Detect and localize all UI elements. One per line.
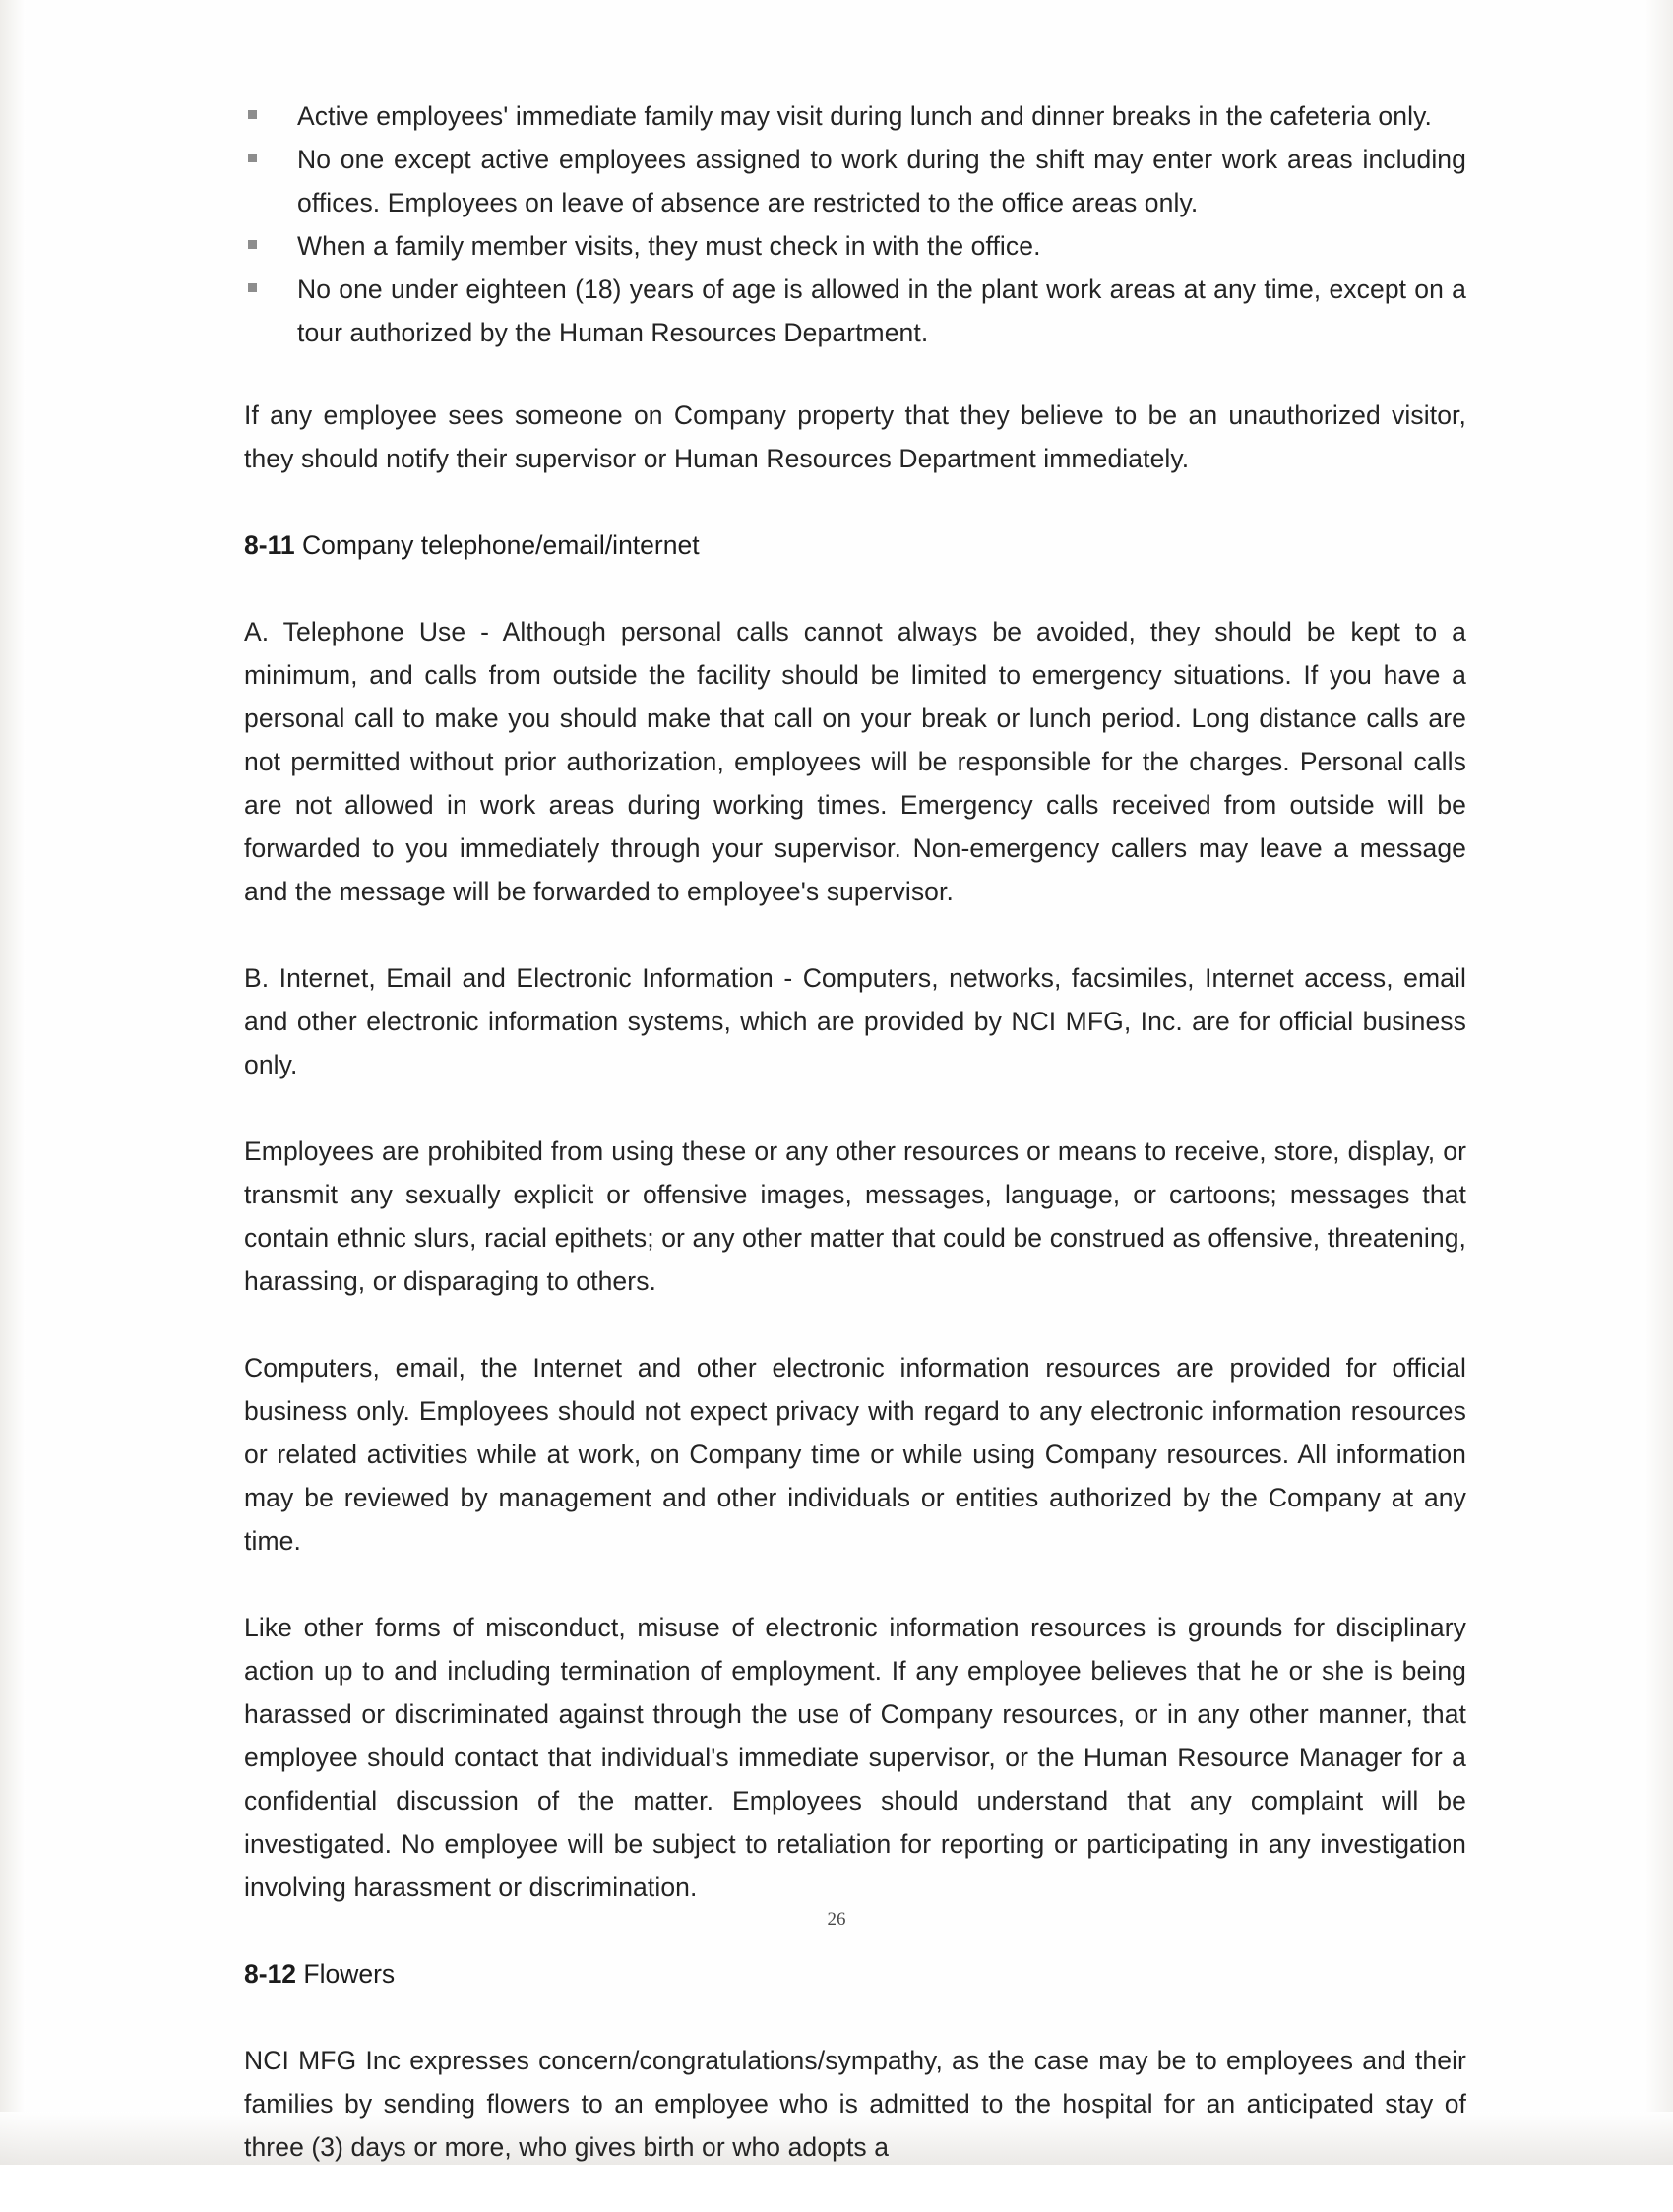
- list-item: [244, 268, 1466, 354]
- paragraph-privacy-expectations: Computers, email, the Internet and other electronic information resources are provided for official business only. Employees should not expect privacy with regard to any electronic information resources or related activities while at work, on Company time or while using Company resources. All information may be reviewed by management and other individuals or entities authorized by the Company at any time.: [244, 1353, 1466, 1556]
- section-heading-8-11: [244, 523, 1466, 567]
- section-title: Company telephone/email/internet: [294, 530, 700, 560]
- scan-edge-right: [1643, 0, 1673, 2165]
- paragraph-prohibited-uses: Employees are prohibited from using these or any other resources or means to receive, store, display, or transmit any sexually explicit or offensive images, messages, language, or cartoons; messages that contain ethnic slurs, racial epithets; or any other matter that could be construed as offensive, threatening, harassing, or disparaging to others.: [244, 1137, 1466, 1296]
- bullet-square-icon: [248, 240, 257, 249]
- visitor-rules-list: [244, 94, 1466, 354]
- list-item: [244, 224, 1466, 268]
- bullet-square-icon: [248, 283, 257, 292]
- paragraph-a-telephone-use: A. Telephone Use - Although personal calls cannot always be avoided, they should be kept to a minimum, and calls from outside the facility should be limited to emergency situations. If you have a personal call to make you should make that call on your break or lunch period. Long distance calls are not permitted without prior authorization, employees will be responsible for the charges. Personal calls are not allowed in work areas during working times. Emergency calls received from outside will be forwarded to you immediately through your supervisor. Non-emergency callers may leave a message and the message will be forwarded to employee's supervisor.: [244, 617, 1466, 906]
- list-item-text: No one under eighteen (18) years of age is allowed in the plant work areas at any time, except on a tour authorized by the Human Resources Department.: [297, 275, 1466, 347]
- paragraph-unauthorized-visitor: If any employee sees someone on Company property that they believe to be an unauthorized visitor, they should notify their supervisor or Human Resources Department immediately.: [244, 400, 1466, 473]
- section-number: 8-12: [244, 1959, 297, 1989]
- list-item: [244, 94, 1466, 138]
- bullet-square-icon: [248, 154, 257, 162]
- paragraph-b-internet-email: B. Internet, Email and Electronic Information - Computers, networks, facsimiles, Internet access, email and other electronic information systems, which are provided by NCI MFG, Inc. are for official business only.: [244, 963, 1466, 1079]
- paragraph-flowers: NCI MFG Inc expresses concern/congratulations/sympathy, as the case may be to employees and their families by sending flowers to an employee who is admitted to the hospital for an anticipated stay of three (3) days or more, who gives birth or who adopts a: [244, 2046, 1466, 2162]
- section-heading-8-12: [244, 1952, 1466, 1996]
- list-item-text: Active employees' immediate family may visit during lunch and dinner breaks in the cafeteria only.: [297, 101, 1432, 131]
- page-number: 26: [827, 1909, 846, 1930]
- paragraph-misconduct-discipline: Like other forms of misconduct, misuse of electronic information resources is grounds for disciplinary action up to and including termination of employment. If any employee believes that he or she is being harassed or discriminated against through the use of Company resources, or in any other manner, that employee should contact that individual's immediate supervisor, or the Human Resource Manager for a confidential discussion of the matter. Employees should understand that any complaint will be investigated. No employee will be subject to retaliation for reporting or participating in any investigation involving harassment or discrimination.: [244, 1613, 1466, 1902]
- section-number: 8-11: [244, 530, 295, 560]
- scan-edge-left: [0, 0, 26, 2165]
- list-item: [244, 138, 1466, 224]
- section-title: Flowers: [296, 1959, 396, 1989]
- list-item-text: No one except active employees assigned to work during the shift may enter work areas including offices. Employees on leave of absence are restricted to the office areas only.: [297, 145, 1466, 217]
- bullet-square-icon: [248, 110, 257, 119]
- page-content: [244, 94, 1466, 2212]
- list-item-text: When a family member visits, they must check in with the office.: [297, 231, 1041, 261]
